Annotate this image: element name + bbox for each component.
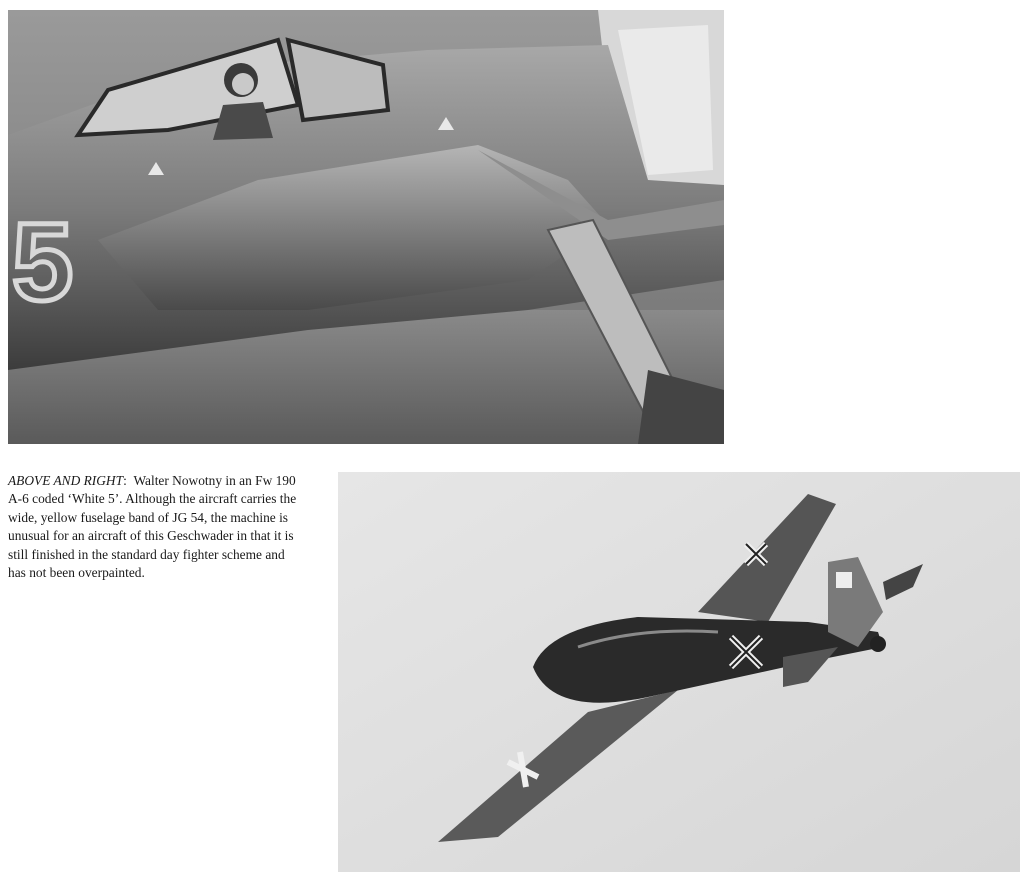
aircraft-flight-image bbox=[338, 472, 1020, 872]
caption-body: Walter Nowotny in an Fw 190 A-6 coded ‘White 5’. Although the aircraft carries the wide, yellow fuselage band of JG 54, the machine is unusual for an aircraft of this Geschwader in that it is still finished in the standard day fighter scheme and has not been overpainted. bbox=[8, 473, 297, 581]
photo-aircraft-in-flight bbox=[338, 472, 1020, 872]
photo-caption bbox=[8, 472, 304, 582]
fuselage-code: 5 bbox=[12, 201, 74, 324]
photo-aircraft-on-ground bbox=[8, 10, 724, 444]
aircraft-ground-image bbox=[8, 10, 724, 444]
caption-lead: ABOVE AND RIGHT bbox=[8, 473, 124, 488]
caption-colon: : bbox=[123, 473, 134, 488]
